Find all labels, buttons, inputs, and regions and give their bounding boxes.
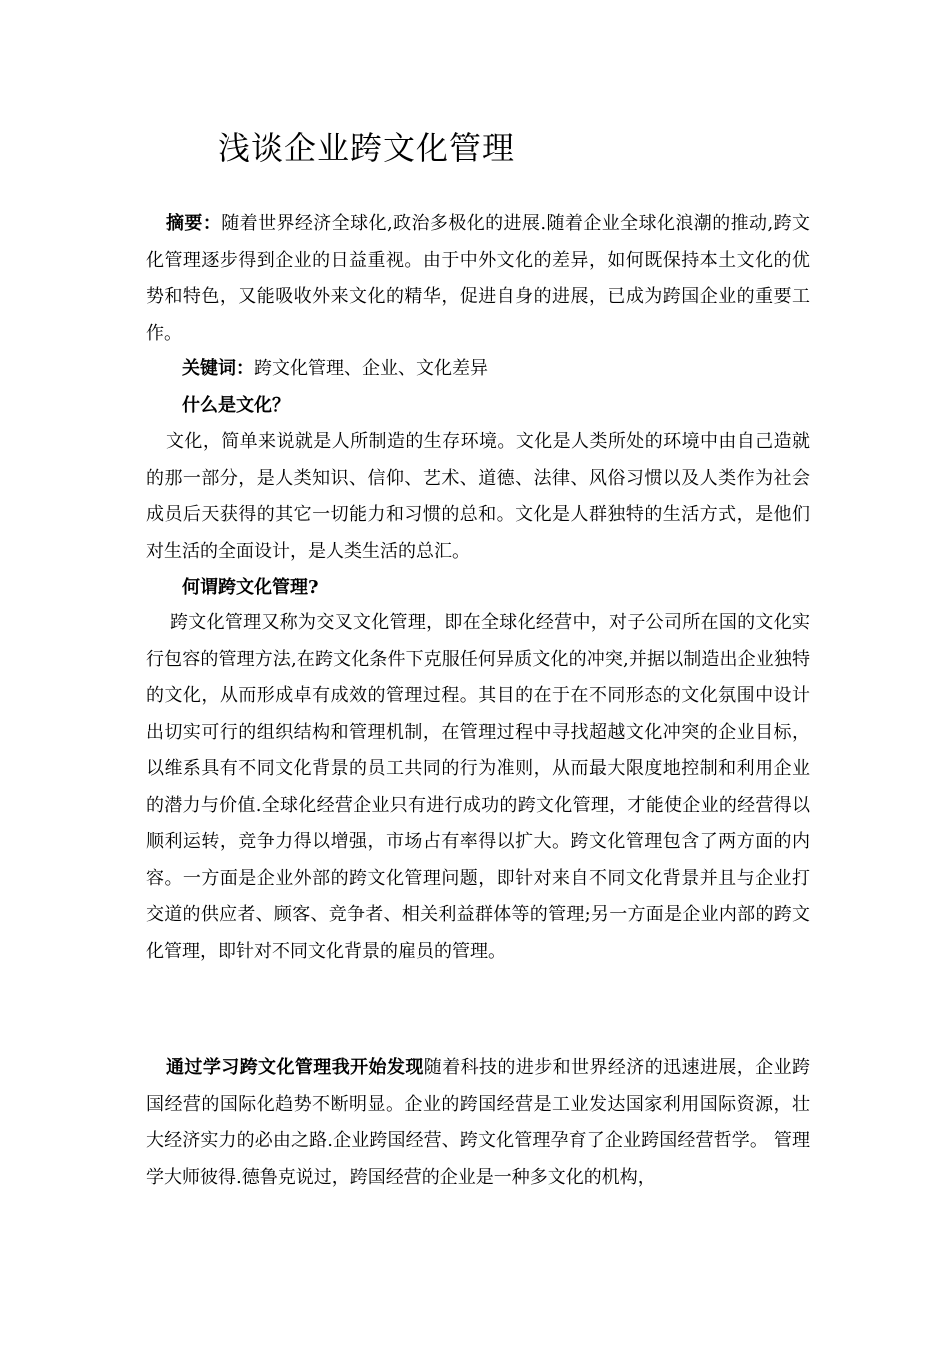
document-title: 浅谈企业跨文化管理 (218, 129, 516, 167)
abstract-label: 摘要： (166, 213, 222, 234)
abstract-paragraph (146, 206, 810, 352)
keywords-text: 跨文化管理、企业、文化差异 (254, 358, 488, 379)
keywords-label: 关键词： (182, 358, 254, 379)
learning-paragraph (146, 1050, 810, 1196)
cross-culture-paragraph: 跨文化管理又称为交叉文化管理，即在全球化经营中，对子公司所在国的文化实行包容的管理方法,在跨文化条件下克服任何异质文化的冲突,并据以制造出企业独特的文化，从而形成卓有成效的管理过程。其目的在于在不同形态的文化氛围中设计出切实可行的组织结构和管理机制，在管理过程中寻找超越文化冲突的企业目标，以维系具有不同文化背景的员工共同的行为准则，从而最大限度地控制和利用企业的潜力与价值.全球化经营企业只有进行成功的跨文化管理，才能使企业的经营得以顺利运转，竞争力得以增强，市场占有率得以扩大。跨文化管理包含了两方面的内容。一方面是企业外部的跨文化管理问题，即针对来自不同文化背景并且与企业打交道的供应者、顾客、竞争者、相关利益群体等的管理;另一方面是企业内部的跨文化管理，即针对不同文化背景的雇员的管理。 (146, 612, 810, 962)
keywords-line (182, 351, 846, 388)
learning-label: 通过学习跨文化管理我开始发现 (166, 1057, 424, 1078)
section-heading-culture: 什么是文化？ (182, 395, 290, 416)
section-heading-cross-culture: 何谓跨文化管理? (182, 577, 319, 598)
culture-paragraph: 文化，简单来说就是人所制造的生存环境。文化是人类所处的环境中由自己造就的那一部分，是人类知识、信仰、艺术、道德、法律、风俗习惯以及人类作为社会成员后天获得的其它一切能力和习惯的总和。文化是人群独特的生活方式，是他们对生活的全面设计，是人类生活的总汇。 (146, 431, 810, 562)
learning-text: 随着科技的进步和世界经济的迅速进展，企业跨国经营的国际化趋势不断明显。企业的跨国经营是工业发达国家利用国际资源，壮大经济实力的必由之路.企业跨国经营、跨文化管理孕育了企业跨国经营哲学。 管理学大师彼得.德鲁克说过，跨国经营的企业是一种多文化的机构， (146, 1057, 810, 1188)
abstract-text: 随着世界经济全球化,政治多极化的进展.随着企业全球化浪潮的推动,跨文化管理逐步得到企业的日益重视。由于中外文化的差异，如何既保持本土文化的优势和特色，又能吸收外来文化的精华，促进自身的进展，已成为跨国企业的重要工作。 (146, 213, 811, 344)
